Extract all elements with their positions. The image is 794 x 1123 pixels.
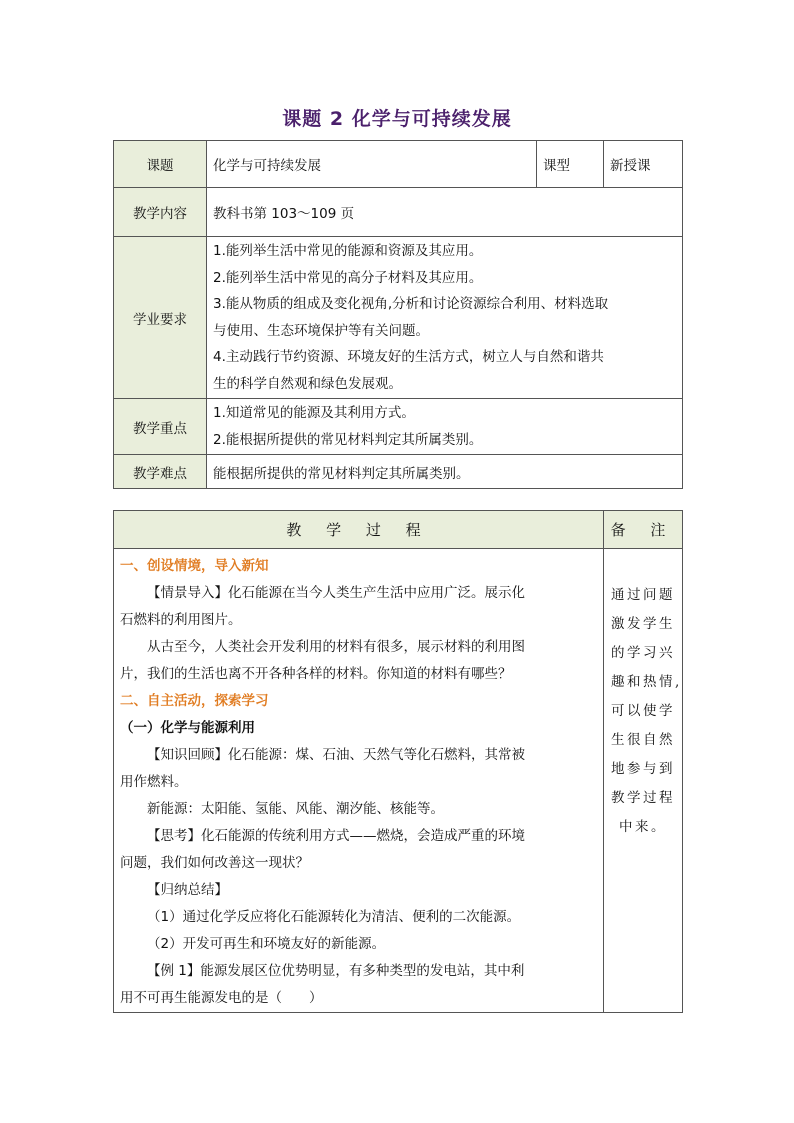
- difficulty-value: 能根据所提供的常见材料判定其所属类别。: [207, 455, 683, 489]
- key-points-label: 教学重点: [114, 399, 207, 455]
- key-point-line: 1.知道常见的能源及其利用方式。: [213, 405, 415, 421]
- requirement-line: 3.能从物质的组成及变化视角,分析和讨论资源综合利用、材料选取: [213, 296, 609, 312]
- key-point-line: 2.能根据所提供的常见材料判定其所属类别。: [213, 431, 483, 448]
- process-line: 石燃料的利用图片。: [120, 612, 242, 628]
- teaching-process-table: [113, 510, 683, 1013]
- type-value: 新授课: [604, 141, 683, 188]
- topic-label: 课题: [114, 141, 207, 188]
- process-line: 从古至今，人类社会开发利用的材料有很多，展示材料的利用图: [147, 639, 525, 655]
- process-line: 片，我们的生活也离不开各种各样的材料。你知道的材料有哪些？: [120, 666, 512, 682]
- process-line: 问题，我们如何改善这一现状？: [120, 855, 309, 871]
- type-label: 课型: [537, 141, 604, 188]
- content-label: 教学内容: [114, 188, 207, 237]
- process-line: 【情景导入】化石能源在当今人类生产生活中应用广泛。展示化: [147, 585, 525, 601]
- note-line: 中来。: [619, 819, 667, 835]
- requirement-line: 与使用、生态环境保护等有关问题。: [213, 322, 429, 339]
- process-line: 【知识回顾】化石能源：煤、石油、天然气等化石燃料，其常被: [147, 747, 525, 763]
- process-line: 用不可再生能源发电的是（ ）: [120, 990, 323, 1006]
- process-line: 【例 1】能源发展区位优势明显，有多种类型的发电站，其中利: [147, 963, 525, 979]
- page-title: 课题 2 化学与可持续发展: [282, 108, 512, 130]
- note-line: 生很自然: [611, 732, 675, 748]
- requirement-line: 4.主动践行节约资源、环境友好的生活方式，树立人与自然和谐共: [213, 349, 604, 365]
- subsection-heading: （一）化学与能源利用: [120, 720, 255, 736]
- key-points-content: [207, 399, 683, 455]
- notes-header: 备 注: [604, 511, 683, 549]
- note-line: 地参与到: [611, 761, 675, 777]
- process-line: （2）开发可再生和环境友好的新能源。: [147, 936, 386, 952]
- requirements-label: 学业要求: [114, 237, 207, 399]
- note-line: 趣和热情,: [611, 674, 682, 690]
- note-line: 教学过程: [611, 790, 675, 806]
- note-line: 激发学生: [611, 616, 675, 632]
- lesson-info-table: [113, 140, 683, 489]
- requirement-line: 2.能列举生活中常见的高分子材料及其应用。: [213, 269, 483, 286]
- process-line: 【思考】化石能源的传统利用方式——燃烧，会造成严重的环境: [147, 828, 525, 844]
- note-line: 的学习兴: [611, 645, 675, 661]
- content-value: 教科书第 103～109 页: [207, 188, 683, 237]
- section-heading: 二、自主活动，探索学习: [120, 693, 269, 709]
- process-line: 【归纳总结】: [147, 882, 228, 898]
- process-line: 用作燃料。: [120, 774, 188, 790]
- notes-content: [604, 549, 683, 1013]
- topic-value: 化学与可持续发展: [207, 141, 537, 188]
- section-heading: 一、创设情境，导入新知: [120, 558, 269, 574]
- process-line: 新能源：太阳能、氢能、风能、潮汐能、核能等。: [147, 801, 444, 817]
- process-line: （1）通过化学反应将化石能源转化为清洁、便利的二次能源。: [147, 909, 521, 925]
- difficulty-label: 教学难点: [114, 455, 207, 489]
- note-line: 通过问题: [611, 587, 675, 603]
- requirements-content: [207, 237, 683, 399]
- process-content: [114, 549, 604, 1013]
- requirement-line: 1.能列举生活中常见的能源和资源及其应用。: [213, 243, 483, 259]
- note-line: 可以使学: [611, 703, 675, 719]
- requirement-line: 生的科学自然观和绿色发展观。: [213, 375, 402, 392]
- process-header: 教 学 过 程: [114, 511, 604, 549]
